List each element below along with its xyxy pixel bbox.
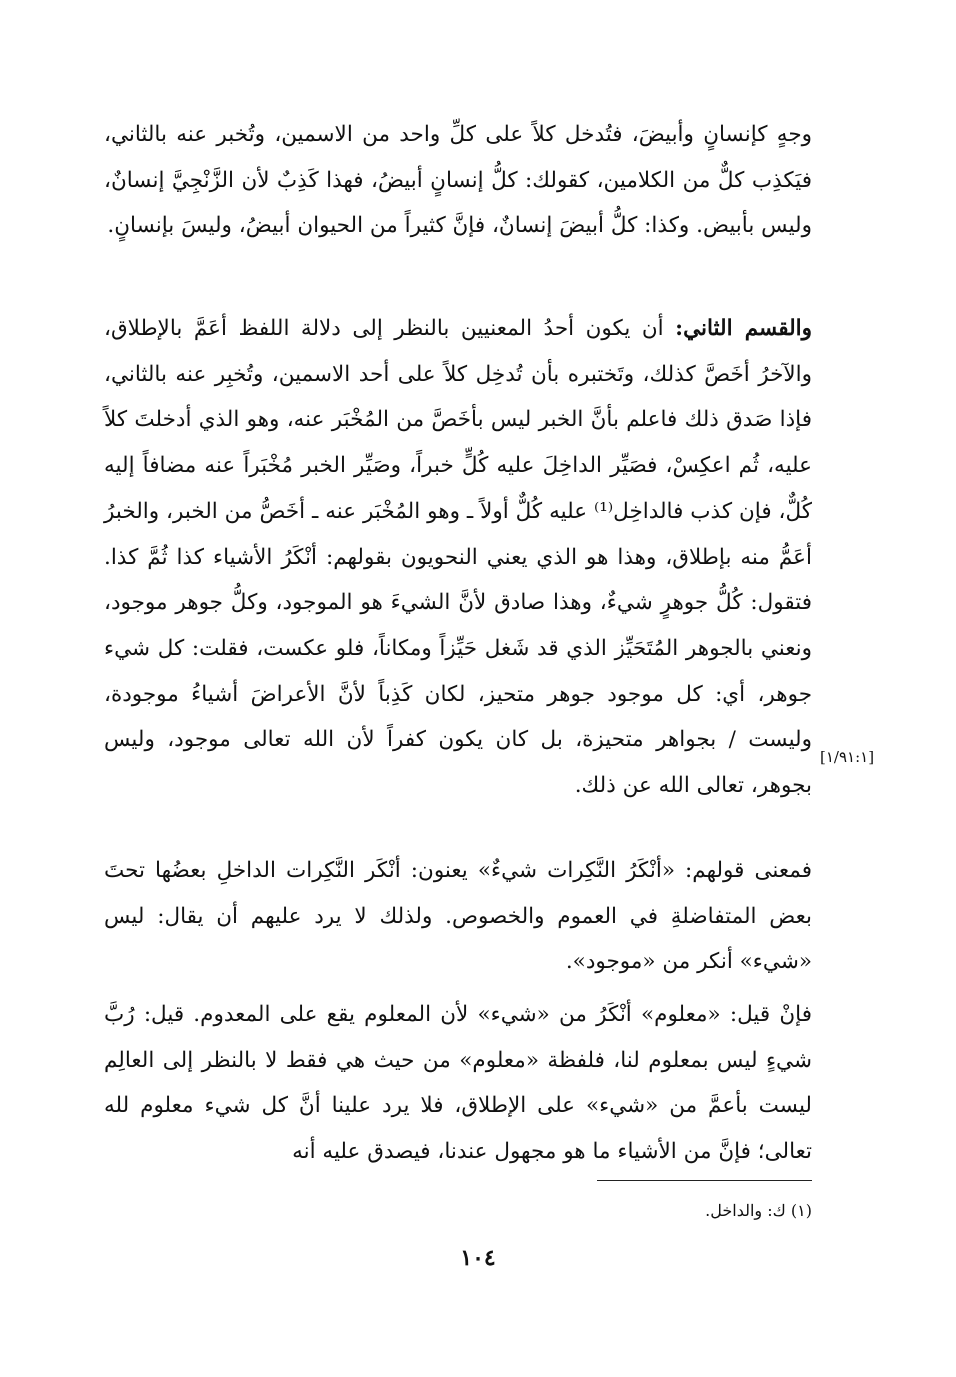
- paragraph-4: [104, 992, 812, 1175]
- footnote: (١) ك: والداخل.: [705, 1201, 812, 1220]
- page-number: ١٠٤: [460, 1245, 496, 1271]
- paragraph-3-text: فمعنى قولهم: «أنْكَرُ النَّكِرات شيءٌ» يعنون: أنْكَر النَّكِرات الداخلِ بعضُها تحتَ بعض المتفاضلةِ في العموم والخصوص. ولذلك لا يرد عليهم أن يقال: ليس «شيء» أنكر من «موجود».: [104, 858, 812, 975]
- paragraph-1-text: وجهٍ كإنسانٍ وأبيضَ، فتُدخل كلاً على كلِّ واحد من الاسمين، وتُخبر عنه بالثاني، فيَكذِب كلٌّ من الكلامين، كقولك: كلُّ إنسانٍ أبيضُ، فهذا كَذِبٌ لأن الزَّنْجِيَّ إنسانٌ، وليس بأبيض. وكذا: كلُّ أبيضَ إنسانٌ، فإنَّ كثيراً من الحيوان أبيضُ، وليسَ بإنسانٍ.: [104, 122, 812, 239]
- paragraph-2-text: أن يكون أحدُ المعنيين بالنظر إلى دلالة اللفظ أعَمَّ بالإطلاق، والآخرُ أخَصَّ كذلك، وتَختبره بأن تُدخِل كلاً على أحد الاسمين، وتُخبِر عنه بالثاني، فإذا صَدق ذلك فاعلم بأنَّ الخبر ليس بأخَصَّ من المُخْبَر عنه، وهو الذي أدخلتَ كلاً عليه، ثُم اعكِسْ، فصَيِّر الداخِلَ عليه كُلٍّ خبراً، وصَيِّر الخبر مُخْبَراً عنه مضافاً إليه كُلٌّ، فإن كذب فالداخِل⁽¹⁾ عليه كُلٌّ أولاً ـ وهو المُخْبَر عنه ـ أخَصُّ من الخبر، والخبرُ أعَمُّ منه بإطلاق، وهذا هو الذي يعني النحويون بقولهم: أنْكَرُ الأشياء كذا ثُمَّ كذا. فتقول: كُلُّ جوهرٍ شيءٌ، وهذا صادق لأنَّ الشيءَ هو الموجود، وكلُّ جوهر موجود، ونعني بالجوهر المُتَحَيِّز الذي قد شَغل حَيِّزاً ومكاناً، فلو عكست، فقلت: كل شيء جوهر، أي: كل موجود جوهر متحيز، لكان كَذِباً لأنَّ الأعراضَ أشياءُ موجودة، وليست / بجواهر متحيزة، بل كان يكون كفراً لأن الله تعالى موجود، وليس بجوهر، تعالى الله عن ذلك.: [104, 316, 812, 799]
- margin-reference: [١/٩١:١]: [820, 748, 875, 766]
- paragraph-4-text: فإنْ قيل: «معلوم» أنْكَرُ من «شيء» لأن المعلوم يقع على المعدوم. قيل: رُبَّ شيءٍ ليس بمعلوم لنا، فلفظة «معلوم» من حيث هي فقط لا بالنظر إلى العالِم ليست بأعمَّ من «شيء» على الإطلاق، فلا يرد علينا أنَّ كل شيء معلوم لله تعالى؛ فإنَّ من الأشياء ما هو مجهول عندنا، فيصدق عليه أنه: [104, 1002, 812, 1165]
- paragraph-3: [104, 848, 812, 985]
- footnote-divider: [597, 1180, 812, 1181]
- paragraph-2-lead: والقسم الثاني:: [675, 316, 812, 341]
- paragraph-1: [104, 112, 812, 249]
- paragraph-2: [104, 306, 812, 809]
